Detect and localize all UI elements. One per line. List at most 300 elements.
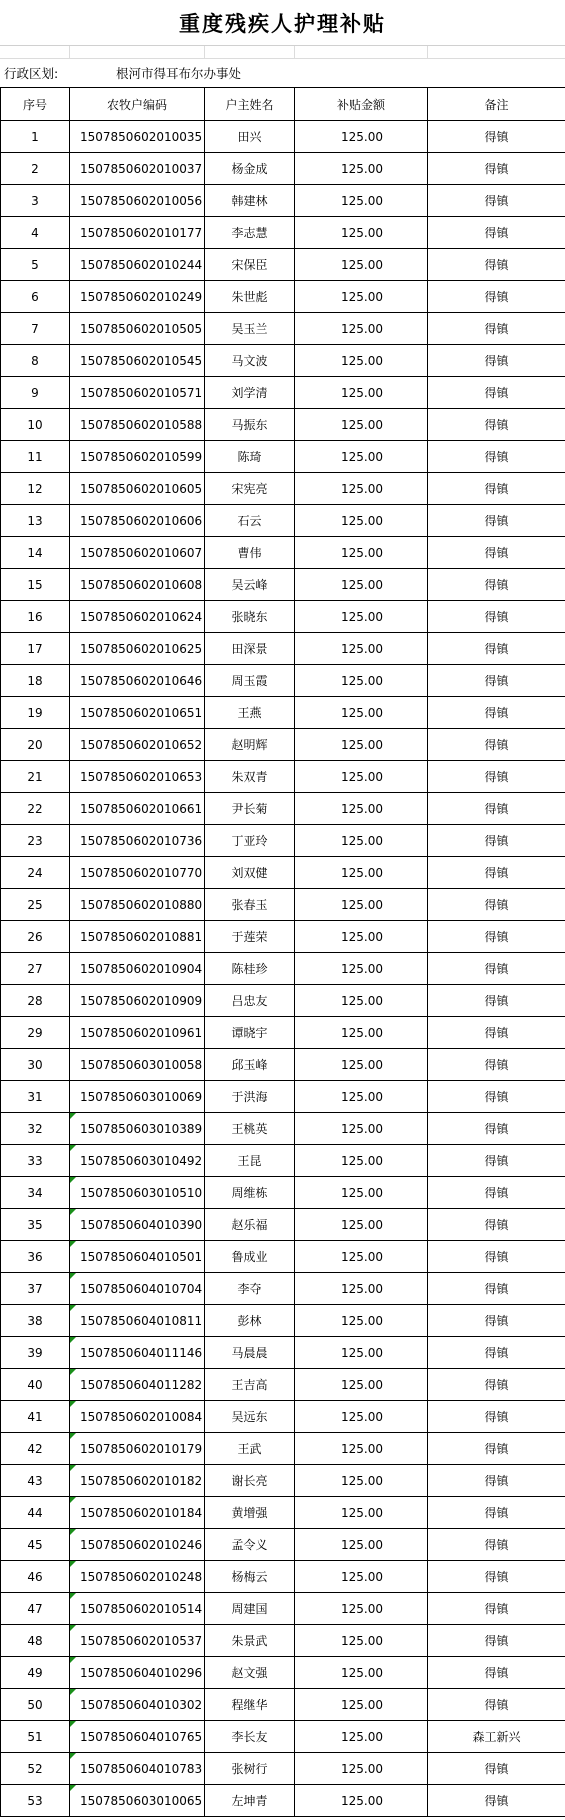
cell-index: 5 (1, 249, 70, 281)
cell-remark: 得镇 (428, 249, 565, 281)
cell-household-code: 1507850602010652 (70, 729, 205, 761)
cell-index: 45 (1, 1529, 70, 1561)
cell-household-code: 1507850602010056 (70, 185, 205, 217)
cell-household-code: 1507850604010704 (70, 1273, 205, 1305)
cell-householder-name: 鲁成业 (205, 1241, 295, 1273)
table-row (1, 1273, 565, 1305)
cell-index: 38 (1, 1305, 70, 1337)
table-row (1, 217, 565, 249)
cell-subsidy-amount: 125.00 (295, 633, 428, 665)
cell-index: 8 (1, 345, 70, 377)
cell-index: 11 (1, 441, 70, 473)
cell-household-code: 1507850602010179 (70, 1433, 205, 1465)
cell-householder-name: 赵乐福 (205, 1209, 295, 1241)
cell-index: 43 (1, 1465, 70, 1497)
table-row (1, 1177, 565, 1209)
cell-household-code: 1507850602010177 (70, 217, 205, 249)
cell-household-code: 1507850604010501 (70, 1241, 205, 1273)
cell-subsidy-amount: 125.00 (295, 441, 428, 473)
cell-subsidy-amount: 125.00 (295, 153, 428, 185)
cell-index: 35 (1, 1209, 70, 1241)
cell-subsidy-amount: 125.00 (295, 1337, 428, 1369)
cell-householder-name: 陈琦 (205, 441, 295, 473)
cell-householder-name: 于莲荣 (205, 921, 295, 953)
cell-householder-name: 王昆 (205, 1145, 295, 1177)
cell-subsidy-amount: 125.00 (295, 505, 428, 537)
cell-householder-name: 朱双青 (205, 761, 295, 793)
cell-index: 34 (1, 1177, 70, 1209)
cell-subsidy-amount: 125.00 (295, 889, 428, 921)
cell-remark: 得镇 (428, 217, 565, 249)
cell-subsidy-amount: 125.00 (295, 473, 428, 505)
cell-subsidy-amount: 125.00 (295, 537, 428, 569)
cell-household-code: 1507850602010736 (70, 825, 205, 857)
cell-household-code: 1507850602010661 (70, 793, 205, 825)
cell-householder-name: 张树行 (205, 1753, 295, 1785)
cell-index: 29 (1, 1017, 70, 1049)
cell-index: 1 (1, 121, 70, 153)
cell-remark: 得镇 (428, 889, 565, 921)
cell-subsidy-amount: 125.00 (295, 249, 428, 281)
region-row (0, 58, 565, 87)
table-row (1, 697, 565, 729)
cell-index: 7 (1, 313, 70, 345)
cell-remark: 得镇 (428, 1401, 565, 1433)
cell-subsidy-amount: 125.00 (295, 1049, 428, 1081)
cell-householder-name: 尹长菊 (205, 793, 295, 825)
cell-remark: 得镇 (428, 729, 565, 761)
cell-household-code: 1507850604010811 (70, 1305, 205, 1337)
table-row (1, 1305, 565, 1337)
header-household-code: 农牧户编码 (70, 88, 205, 121)
cell-household-code: 1507850602010961 (70, 1017, 205, 1049)
cell-remark: 得镇 (428, 601, 565, 633)
cell-household-code: 1507850604010296 (70, 1657, 205, 1689)
cell-householder-name: 马文波 (205, 345, 295, 377)
cell-remark: 得镇 (428, 505, 565, 537)
cell-householder-name: 朱世彪 (205, 281, 295, 313)
cell-index: 9 (1, 377, 70, 409)
cell-household-code: 1507850602010244 (70, 249, 205, 281)
cell-subsidy-amount: 125.00 (295, 185, 428, 217)
cell-remark: 得镇 (428, 633, 565, 665)
cell-householder-name: 朱景武 (205, 1625, 295, 1657)
cell-index: 49 (1, 1657, 70, 1689)
cell-remark: 得镇 (428, 1593, 565, 1625)
cell-household-code: 1507850602010505 (70, 313, 205, 345)
cell-index: 31 (1, 1081, 70, 1113)
cell-remark: 得镇 (428, 121, 565, 153)
cell-remark: 得镇 (428, 441, 565, 473)
table-row (1, 1625, 565, 1657)
cell-householder-name: 王燕 (205, 697, 295, 729)
table-row (1, 1529, 565, 1561)
cell-household-code: 1507850602010182 (70, 1465, 205, 1497)
cell-subsidy-amount: 125.00 (295, 601, 428, 633)
table-row (1, 1753, 565, 1785)
table-row (1, 857, 565, 889)
cell-remark: 得镇 (428, 377, 565, 409)
table-row (1, 601, 565, 633)
cell-subsidy-amount: 125.00 (295, 1753, 428, 1785)
cell-remark: 得镇 (428, 1017, 565, 1049)
cell-subsidy-amount: 125.00 (295, 729, 428, 761)
cell-householder-name: 张晓东 (205, 601, 295, 633)
cell-household-code: 1507850602010653 (70, 761, 205, 793)
cell-subsidy-amount: 125.00 (295, 1689, 428, 1721)
cell-subsidy-amount: 125.00 (295, 281, 428, 313)
cell-remark: 得镇 (428, 1529, 565, 1561)
cell-subsidy-amount: 125.00 (295, 793, 428, 825)
cell-household-code: 1507850603010510 (70, 1177, 205, 1209)
table-row (1, 377, 565, 409)
cell-index: 18 (1, 665, 70, 697)
cell-remark: 得镇 (428, 569, 565, 601)
cell-household-code: 1507850604010390 (70, 1209, 205, 1241)
cell-index: 53 (1, 1785, 70, 1817)
cell-remark: 得镇 (428, 1337, 565, 1369)
table-row (1, 505, 565, 537)
table-row (1, 1689, 565, 1721)
cell-householder-name: 王桃英 (205, 1113, 295, 1145)
cell-remark: 得镇 (428, 1113, 565, 1145)
cell-remark: 得镇 (428, 537, 565, 569)
cell-remark: 得镇 (428, 1561, 565, 1593)
cell-household-code: 1507850603010492 (70, 1145, 205, 1177)
cell-index: 22 (1, 793, 70, 825)
cell-index: 6 (1, 281, 70, 313)
cell-remark: 得镇 (428, 1689, 565, 1721)
cell-subsidy-amount: 125.00 (295, 1241, 428, 1273)
cell-index: 44 (1, 1497, 70, 1529)
cell-household-code: 1507850602010537 (70, 1625, 205, 1657)
cell-subsidy-amount: 125.00 (295, 1561, 428, 1593)
cell-remark: 得镇 (428, 1465, 565, 1497)
cell-remark: 得镇 (428, 1177, 565, 1209)
cell-householder-name: 邱玉峰 (205, 1049, 295, 1081)
cell-subsidy-amount: 125.00 (295, 345, 428, 377)
cell-household-code: 1507850602010881 (70, 921, 205, 953)
cell-subsidy-amount: 125.00 (295, 761, 428, 793)
cell-householder-name: 马振东 (205, 409, 295, 441)
cell-index: 42 (1, 1433, 70, 1465)
cell-subsidy-amount: 125.00 (295, 857, 428, 889)
cell-householder-name: 刘学清 (205, 377, 295, 409)
cell-subsidy-amount: 125.00 (295, 409, 428, 441)
cell-household-code: 1507850602010037 (70, 153, 205, 185)
cell-remark: 得镇 (428, 153, 565, 185)
table-row (1, 729, 565, 761)
cell-remark: 得镇 (428, 1209, 565, 1241)
table-row (1, 313, 565, 345)
cell-household-code: 1507850603010069 (70, 1081, 205, 1113)
table-row (1, 825, 565, 857)
cell-index: 33 (1, 1145, 70, 1177)
table-row (1, 665, 565, 697)
header-subsidy-amount: 补贴金额 (295, 88, 428, 121)
header-householder-name: 户主姓名 (205, 88, 295, 121)
table-row (1, 1081, 565, 1113)
cell-remark: 得镇 (428, 697, 565, 729)
cell-householder-name: 杨金成 (205, 153, 295, 185)
table-row (1, 793, 565, 825)
cell-householder-name: 石云 (205, 505, 295, 537)
cell-householder-name: 赵明辉 (205, 729, 295, 761)
cell-index: 26 (1, 921, 70, 953)
table-row (1, 921, 565, 953)
cell-remark: 得镇 (428, 473, 565, 505)
table-row (1, 761, 565, 793)
cell-index: 10 (1, 409, 70, 441)
cell-householder-name: 周玉霞 (205, 665, 295, 697)
table-row (1, 1497, 565, 1529)
cell-household-code: 1507850602010770 (70, 857, 205, 889)
cell-householder-name: 吴远东 (205, 1401, 295, 1433)
cell-remark: 得镇 (428, 1081, 565, 1113)
table-row (1, 1593, 565, 1625)
table-row (1, 953, 565, 985)
table-row (1, 345, 565, 377)
region-label: 行政区划: (4, 66, 59, 81)
cell-subsidy-amount: 125.00 (295, 1209, 428, 1241)
cell-remark: 得镇 (428, 921, 565, 953)
cell-subsidy-amount: 125.00 (295, 377, 428, 409)
cell-remark: 得镇 (428, 345, 565, 377)
cell-remark: 得镇 (428, 1369, 565, 1401)
cell-householder-name: 谢长亮 (205, 1465, 295, 1497)
cell-householder-name: 曹伟 (205, 537, 295, 569)
cell-remark: 得镇 (428, 1497, 565, 1529)
cell-remark: 得镇 (428, 1305, 565, 1337)
cell-householder-name: 周建国 (205, 1593, 295, 1625)
table-row (1, 1049, 565, 1081)
cell-subsidy-amount: 125.00 (295, 1113, 428, 1145)
cell-remark: 森工新兴 (428, 1721, 565, 1753)
cell-remark: 得镇 (428, 665, 565, 697)
cell-index: 28 (1, 985, 70, 1017)
cell-householder-name: 吴云峰 (205, 569, 295, 601)
cell-householder-name: 宋保臣 (205, 249, 295, 281)
cell-index: 16 (1, 601, 70, 633)
cell-index: 37 (1, 1273, 70, 1305)
table-row (1, 1465, 565, 1497)
cell-subsidy-amount: 125.00 (295, 921, 428, 953)
cell-householder-name: 李长友 (205, 1721, 295, 1753)
cell-household-code: 1507850604010765 (70, 1721, 205, 1753)
cell-household-code: 1507850602010084 (70, 1401, 205, 1433)
table-row (1, 409, 565, 441)
cell-householder-name: 左坤青 (205, 1785, 295, 1817)
cell-household-code: 1507850604010783 (70, 1753, 205, 1785)
cell-index: 41 (1, 1401, 70, 1433)
blank-row (0, 46, 565, 58)
cell-index: 50 (1, 1689, 70, 1721)
table-row (1, 633, 565, 665)
cell-subsidy-amount: 125.00 (295, 1721, 428, 1753)
cell-index: 39 (1, 1337, 70, 1369)
cell-householder-name: 程继华 (205, 1689, 295, 1721)
cell-remark: 得镇 (428, 761, 565, 793)
cell-subsidy-amount: 125.00 (295, 217, 428, 249)
cell-remark: 得镇 (428, 1625, 565, 1657)
cell-householder-name: 陈桂珍 (205, 953, 295, 985)
cell-remark: 得镇 (428, 825, 565, 857)
cell-index: 4 (1, 217, 70, 249)
table-row (1, 1785, 565, 1817)
cell-household-code: 1507850602010514 (70, 1593, 205, 1625)
cell-remark: 得镇 (428, 1241, 565, 1273)
cell-remark: 得镇 (428, 313, 565, 345)
cell-index: 25 (1, 889, 70, 921)
cell-index: 17 (1, 633, 70, 665)
cell-index: 24 (1, 857, 70, 889)
cell-household-code: 1507850602010606 (70, 505, 205, 537)
cell-subsidy-amount: 125.00 (295, 1145, 428, 1177)
cell-household-code: 1507850602010246 (70, 1529, 205, 1561)
cell-index: 2 (1, 153, 70, 185)
cell-householder-name: 杨梅云 (205, 1561, 295, 1593)
cell-index: 12 (1, 473, 70, 505)
cell-remark: 得镇 (428, 1145, 565, 1177)
cell-household-code: 1507850602010608 (70, 569, 205, 601)
table-row (1, 889, 565, 921)
cell-remark: 得镇 (428, 793, 565, 825)
cell-household-code: 1507850602010646 (70, 665, 205, 697)
cell-household-code: 1507850602010249 (70, 281, 205, 313)
cell-householder-name: 李夺 (205, 1273, 295, 1305)
cell-remark: 得镇 (428, 1785, 565, 1817)
cell-index: 13 (1, 505, 70, 537)
cell-householder-name: 谭晓宇 (205, 1017, 295, 1049)
cell-householder-name: 张春玉 (205, 889, 295, 921)
cell-householder-name: 黄增强 (205, 1497, 295, 1529)
table-row (1, 153, 565, 185)
cell-household-code: 1507850603010058 (70, 1049, 205, 1081)
table-row (1, 121, 565, 153)
cell-remark: 得镇 (428, 1049, 565, 1081)
cell-index: 36 (1, 1241, 70, 1273)
cell-household-code: 1507850602010184 (70, 1497, 205, 1529)
table-row (1, 1209, 565, 1241)
cell-subsidy-amount: 125.00 (295, 953, 428, 985)
cell-household-code: 1507850602010605 (70, 473, 205, 505)
cell-remark: 得镇 (428, 185, 565, 217)
cell-household-code: 1507850602010035 (70, 121, 205, 153)
cell-index: 51 (1, 1721, 70, 1753)
cell-householder-name: 赵文强 (205, 1657, 295, 1689)
table-row (1, 1241, 565, 1273)
cell-index: 20 (1, 729, 70, 761)
cell-householder-name: 田兴 (205, 121, 295, 153)
cell-household-code: 1507850602010599 (70, 441, 205, 473)
cell-remark: 得镇 (428, 1273, 565, 1305)
cell-index: 32 (1, 1113, 70, 1145)
cell-subsidy-amount: 125.00 (295, 1465, 428, 1497)
cell-household-code: 1507850604010302 (70, 1689, 205, 1721)
cell-index: 3 (1, 185, 70, 217)
page-title: 重度残疾人护理补贴 (179, 10, 386, 36)
cell-householder-name: 王吉高 (205, 1369, 295, 1401)
cell-household-code: 1507850602010248 (70, 1561, 205, 1593)
cell-remark: 得镇 (428, 1657, 565, 1689)
cell-subsidy-amount: 125.00 (295, 985, 428, 1017)
cell-subsidy-amount: 125.00 (295, 1433, 428, 1465)
table-row (1, 185, 565, 217)
cell-subsidy-amount: 125.00 (295, 1785, 428, 1817)
cell-household-code: 1507850602010909 (70, 985, 205, 1017)
table-row (1, 1721, 565, 1753)
cell-subsidy-amount: 125.00 (295, 1625, 428, 1657)
cell-householder-name: 孟令义 (205, 1529, 295, 1561)
table-body (1, 121, 565, 1817)
cell-household-code: 1507850604011282 (70, 1369, 205, 1401)
cell-householder-name: 马晨晨 (205, 1337, 295, 1369)
cell-household-code: 1507850603010389 (70, 1113, 205, 1145)
cell-subsidy-amount: 125.00 (295, 1497, 428, 1529)
cell-index: 23 (1, 825, 70, 857)
cell-householder-name: 周维栋 (205, 1177, 295, 1209)
table-row (1, 1657, 565, 1689)
cell-householder-name: 丁亚玲 (205, 825, 295, 857)
cell-subsidy-amount: 125.00 (295, 665, 428, 697)
cell-householder-name: 宋宪亮 (205, 473, 295, 505)
cell-subsidy-amount: 125.00 (295, 569, 428, 601)
cell-householder-name: 吕忠友 (205, 985, 295, 1017)
cell-subsidy-amount: 125.00 (295, 1401, 428, 1433)
cell-household-code: 1507850602010651 (70, 697, 205, 729)
cell-index: 15 (1, 569, 70, 601)
cell-subsidy-amount: 125.00 (295, 697, 428, 729)
table-row (1, 1113, 565, 1145)
cell-index: 48 (1, 1625, 70, 1657)
table-row (1, 1337, 565, 1369)
cell-householder-name: 李志慧 (205, 217, 295, 249)
cell-index: 27 (1, 953, 70, 985)
table-row (1, 249, 565, 281)
cell-subsidy-amount: 125.00 (295, 313, 428, 345)
cell-subsidy-amount: 125.00 (295, 1081, 428, 1113)
cell-subsidy-amount: 125.00 (295, 1273, 428, 1305)
cell-index: 14 (1, 537, 70, 569)
cell-household-code: 1507850602010607 (70, 537, 205, 569)
cell-index: 47 (1, 1593, 70, 1625)
cell-household-code: 1507850602010904 (70, 953, 205, 985)
cell-remark: 得镇 (428, 1753, 565, 1785)
table-row (1, 441, 565, 473)
cell-index: 21 (1, 761, 70, 793)
cell-subsidy-amount: 125.00 (295, 1177, 428, 1209)
cell-index: 19 (1, 697, 70, 729)
title-row (0, 0, 565, 46)
cell-subsidy-amount: 125.00 (295, 1017, 428, 1049)
subsidy-table (0, 87, 565, 1817)
cell-householder-name: 田深景 (205, 633, 295, 665)
cell-subsidy-amount: 125.00 (295, 1305, 428, 1337)
cell-remark: 得镇 (428, 281, 565, 313)
cell-subsidy-amount: 125.00 (295, 121, 428, 153)
table-row (1, 473, 565, 505)
cell-household-code: 1507850602010545 (70, 345, 205, 377)
cell-index: 46 (1, 1561, 70, 1593)
header-index: 序号 (1, 88, 70, 121)
cell-householder-name: 吴玉兰 (205, 313, 295, 345)
cell-householder-name: 刘双健 (205, 857, 295, 889)
cell-household-code: 1507850602010625 (70, 633, 205, 665)
table-row (1, 1433, 565, 1465)
cell-remark: 得镇 (428, 985, 565, 1017)
cell-householder-name: 王武 (205, 1433, 295, 1465)
table-row (1, 1561, 565, 1593)
